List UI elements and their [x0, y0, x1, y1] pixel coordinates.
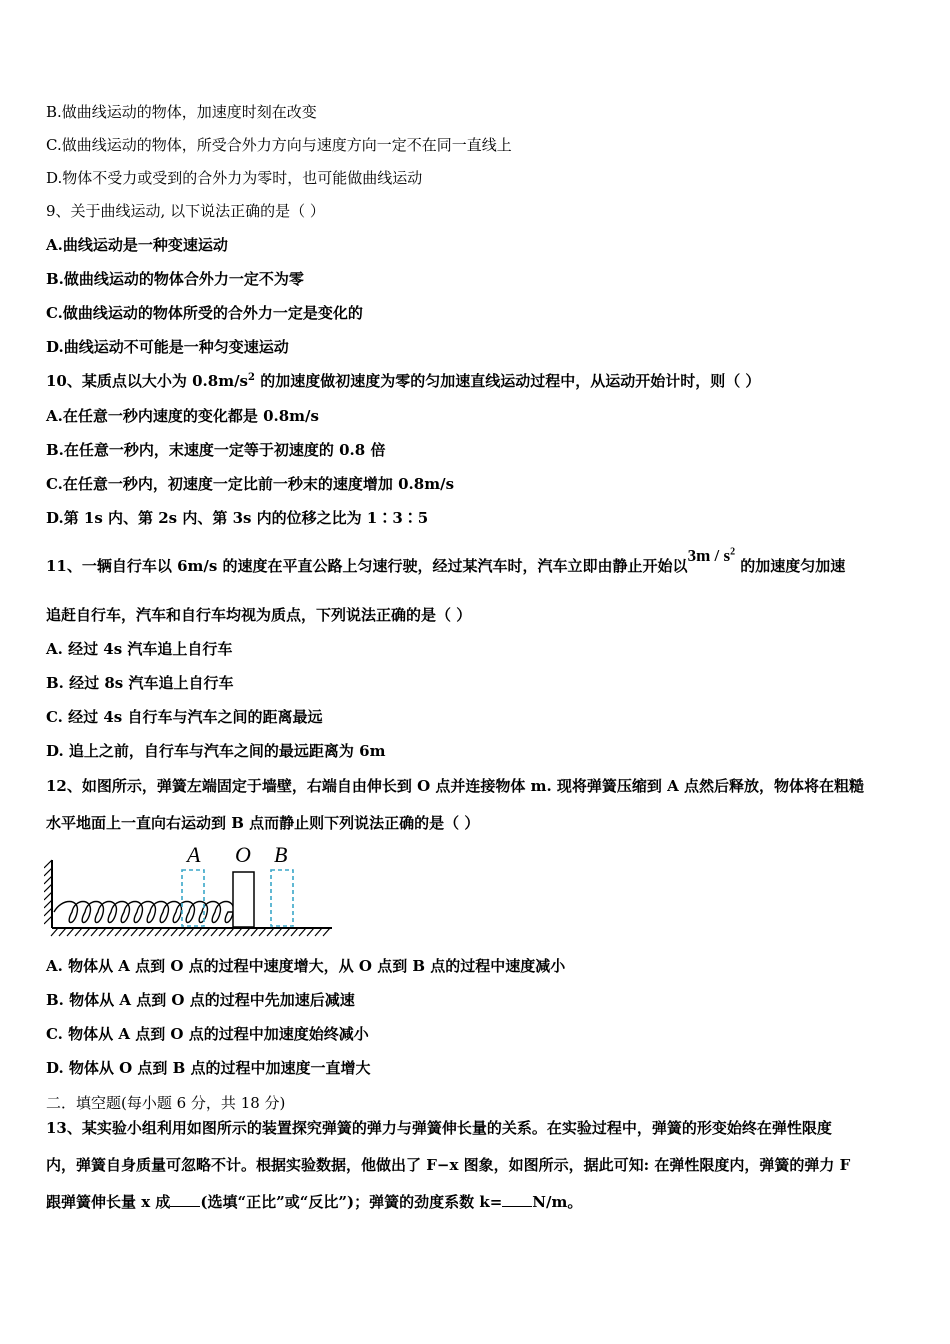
- question-9-option-d: D.曲线运动不可能是一种匀变速运动: [46, 338, 289, 356]
- question-9-option-b: B.做曲线运动的物体合外力一定不为零: [46, 270, 304, 288]
- wall-hatching: [44, 860, 52, 924]
- question-8-option-d: D.物体不受力或受到的合外力为零时，也可能做曲线运动: [46, 169, 423, 187]
- question-10-option-d: D.第 1s 内、第 2s 内、第 3s 内的位移之比为 1∶3∶5: [46, 509, 429, 527]
- label-a: A: [187, 842, 201, 867]
- question-10-exponent: 2: [248, 372, 255, 383]
- question-10-option-c: C.在任意一秒内，初速度一定比前一秒末的速度增加 0.8m/s: [46, 475, 455, 493]
- spring-wall-diagram: [44, 840, 336, 940]
- question-10-stem-post: 的加速度做初速度为零的匀加速直线运动过程中，从运动开始计时，则（ ）: [254, 372, 761, 390]
- question-13-line2: 内，弹簧自身质量可忽略不计。根据实验数据，他做出了 F−x 图象，如图所示，据此可知: 在弹性限度内，弹簧的弹力 F: [46, 1156, 851, 1174]
- question-12-option-d: D. 物体从 O 点到 B 点的过程中加速度一直增大: [46, 1059, 371, 1077]
- question-12-stem-line1: 12、如图所示，弹簧左端固定于墙壁，右端自由伸长到 O 点并连接物体 m. 现将弹簧压缩到 A 点然后释放，物体将在粗糙: [46, 777, 865, 795]
- question-10-option-b: B.在任意一秒内，末速度一定等于初速度的 0.8 倍: [46, 441, 386, 459]
- question-11-stem-pre: 11、一辆自行车以 6m/s 的速度在平直公路上匀速行驶，经过某汽车时，汽车立即由静止开始以: [46, 557, 688, 575]
- question-12-option-a: A. 物体从 A 点到 O 点的过程中速度增大，从 O 点到 B 点的过程中速度减小: [46, 957, 566, 975]
- question-10-stem-pre: 10、某质点以大小为 0.8m/s: [46, 372, 248, 390]
- question-13-line3-pre: 跟弹簧伸长量 x 成: [46, 1193, 171, 1211]
- question-11-option-a: A. 经过 4s 汽车追上自行车: [46, 640, 233, 658]
- question-11-option-b: B. 经过 8s 汽车追上自行车: [46, 674, 234, 692]
- question-11-option-d: D. 追上之前，自行车与汽车之间的最远距离为 6m: [46, 742, 386, 760]
- question-13-line3-mid: (选填“正比”或“反比”)；弹簧的劲度系数 k=: [200, 1193, 503, 1211]
- question-12-stem-line2: 水平地面上一直向右运动到 B 点而静止则下列说法正确的是（ ）: [46, 814, 480, 832]
- label-b: B: [274, 842, 288, 867]
- question-10-option-a: A.在任意一秒内速度的变化都是 0.8m/s: [46, 407, 319, 425]
- question-11-unit: [688, 546, 736, 565]
- question-9-option-c: C.做曲线运动的物体所受的合外力一定是变化的: [46, 304, 363, 322]
- section-2-heading: 二．填空题(每小题 6 分，共 18 分): [46, 1094, 286, 1112]
- question-9-stem: 9、关于曲线运动, 以下说法正确的是（ ）: [46, 202, 325, 220]
- question-11-unit-base: 3m / s: [687, 546, 731, 565]
- answer-blank-2[interactable]: [502, 1192, 532, 1207]
- label-o: O: [235, 842, 251, 867]
- question-11-unit-exponent: 2: [730, 546, 736, 558]
- question-11-option-c: C. 经过 4s 自行车与汽车之间的距离最远: [46, 708, 323, 726]
- question-13-line3: [46, 1192, 582, 1212]
- question-10-stem: [46, 371, 760, 391]
- question-8-option-b: B.做曲线运动的物体，加速度时刻在改变: [46, 103, 317, 121]
- dashed-box-b: [271, 870, 293, 926]
- question-11-stem-line2: 追赶自行车，汽车和自行车均视为质点，下列说法正确的是（ ）: [46, 606, 472, 624]
- block-m: [233, 872, 254, 927]
- answer-blank-1[interactable]: [170, 1192, 200, 1207]
- question-9-option-a: A.曲线运动是一种变速运动: [46, 236, 228, 254]
- question-12-option-b: B. 物体从 A 点到 O 点的过程中先加速后减速: [46, 991, 355, 1009]
- question-8-option-c: C.做曲线运动的物体，所受合外力方向与速度方向一定不在同一直线上: [46, 136, 512, 154]
- spring-coil: [54, 902, 233, 923]
- question-11-stem: [46, 546, 846, 576]
- floor-hatching: [51, 928, 330, 936]
- question-11-stem-post: 的加速度匀加速: [735, 557, 846, 575]
- question-13-line1: 13、某实验小组利用如图所示的装置探究弹簧的弹力与弹簧伸长量的关系。在实验过程中，弹簧的形变始终在弹性限度: [46, 1119, 832, 1137]
- question-12-option-c: C. 物体从 A 点到 O 点的过程中加速度始终减小: [46, 1025, 369, 1043]
- question-13-line3-post: N/m。: [532, 1193, 583, 1211]
